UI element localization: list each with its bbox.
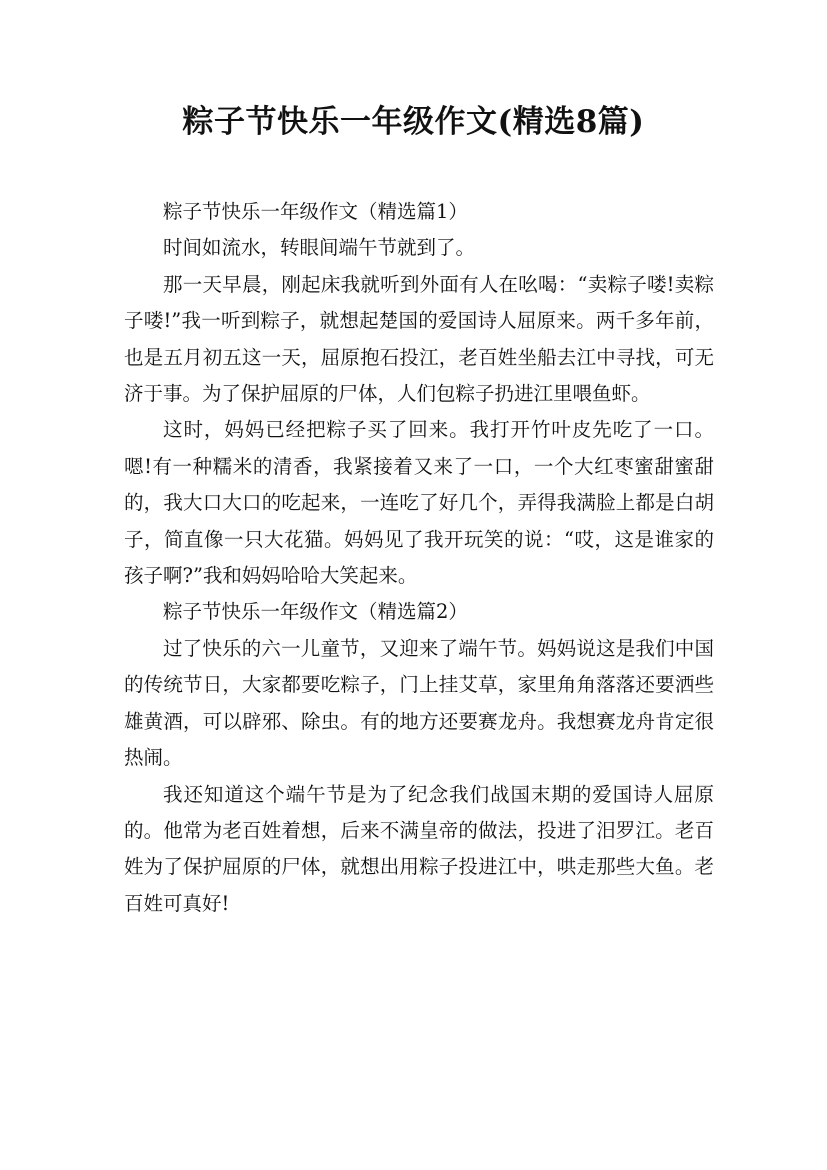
paragraph: 时间如流水，转眼间端午节就到了。 — [163, 236, 476, 260]
paragraph: 我还知道这个端午节是为了纪念我们战国末期的爱国诗人屈原的。他常为老百姓着想，后来不满皇帝的做法，投进了汨罗江。老百姓为了保护屈原的尸体，就想出用粽子投进江中，哄走那些大鱼。老百姓可真好! — [124, 782, 714, 915]
document-body — [124, 194, 714, 922]
paragraph: 过了快乐的六一儿童节，又迎来了端午节。妈妈说这是我们中国的传统节日，大家都要吃粽子，门上挂艾草，家里角角落落还要洒些雄黄酒，可以辟邪、除虫。有的地方还要赛龙舟。我想赛龙舟肯定很热闹。 — [124, 636, 714, 770]
paragraph: 这时，妈妈已经把粽子买了回来。我打开竹叶皮先吃了一口。嗯!有一种糯米的清香，我紧接着又来了一口，一个大红枣蜜甜蜜甜的，我大口大口的吃起来，一连吃了好几个，弄得我满脸上都是白胡子，简直像一只大花猫。妈妈见了我开玩笑的说：“哎，这是谁家的孩子啊?”我和妈妈哈哈大笑起来。 — [124, 418, 714, 588]
section-heading-1: 粽子节快乐一年级作文（精选篇1） — [163, 200, 468, 223]
document-title: 粽子节快乐一年级作文(精选8篇) — [182, 104, 645, 140]
section-heading-2: 粽子节快乐一年级作文（精选篇2） — [163, 600, 468, 624]
paragraph: 那一天早晨，刚起床我就听到外面有人在吆喝：“卖粽子喽!卖粽子喽!”我一听到粽子，就想起楚国的爱国诗人屈原来。两千多年前，也是五月初五这一天，屈原抱石投江，老百姓坐船去江中寻找，可无济于事。为了保护屈原的尸体，人们包粽子扔进江里喂鱼虾。 — [124, 272, 714, 406]
